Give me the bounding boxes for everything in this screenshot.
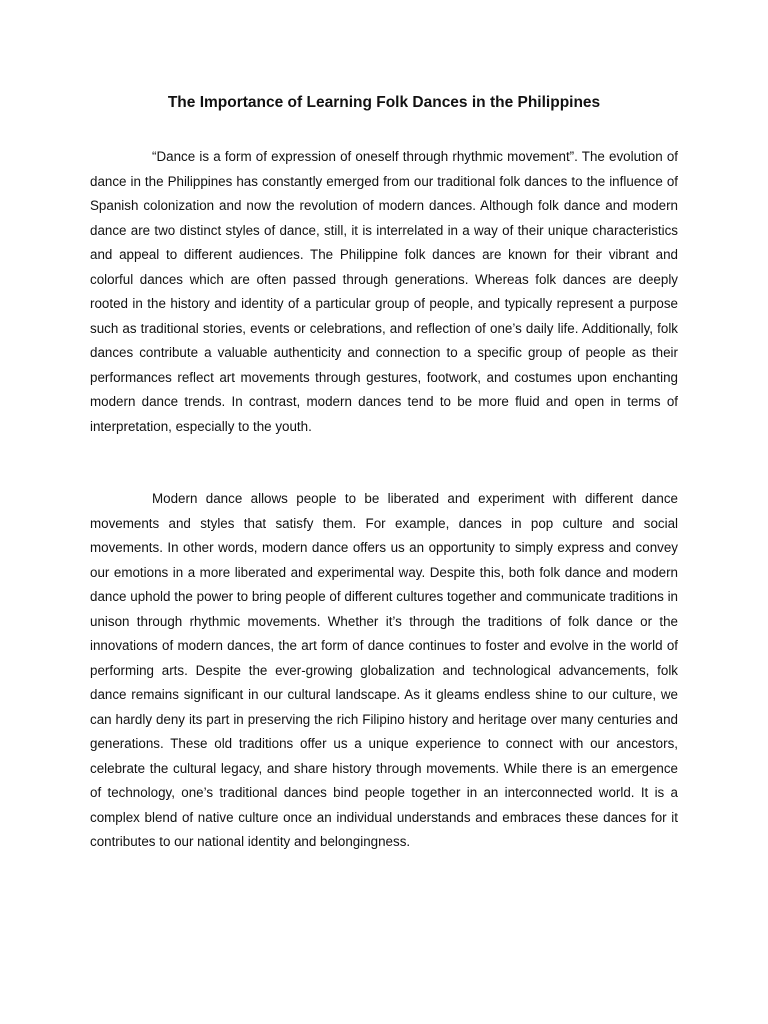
- paragraph-2: Modern dance allows people to be liberated and experiment with different dance movements and styles that satisfy them. For example, dances in pop culture and social movements. In other words, modern dance offers us an opportunity to simply express and convey our emotions in a more liberated and experimental way. Despite this, both folk dance and modern dance uphold the power to bring people of different cultures together and communicate traditions in unison through rhythmic movements. Whether it’s through the traditions of folk dance or the innovations of modern dances, the art form of dance continues to foster and evolve in the world of performing arts. Despite the ever-growing globalization and technological advancements, folk dance remains significant in our cultural landscape. As it gleams endless shine to our culture, we can hardly deny its part in preserving the rich Filipino history and heritage over many centuries and generations. These old traditions offer us a unique experience to connect with our ancestors, celebrate the cultural legacy, and share history through movements. While there is an emergence of technology, one’s traditional dances bind people together in an interconnected world. It is a complex blend of native culture once an individual understands and embraces these dances for it contributes to our national identity and belongingness.: [90, 491, 678, 849]
- paragraph-1: “Dance is a form of expression of oneself through rhythmic movement”. The evolution of dance in the Philippines has constantly emerged from our traditional folk dances to the influence of Spanish colonization and now the revolution of modern dances. Although folk dance and modern dance are two distinct styles of dance, still, it is interrelated in a way of their unique characteristics and appeal to different audiences. The Philippine folk dances are known for their vibrant and colorful dances which are often passed through generations. Whereas folk dances are deeply rooted in the history and identity of a particular group of people, and typically represent a purpose such as traditional stories, events or celebrations, and reflection of one’s daily life. Additionally, folk dances contribute a valuable authenticity and connection to a specific group of people as their performances reflect art movements through gestures, footwork, and costumes upon enchanting modern dance trends. In contrast, modern dances tend to be more fluid and open in terms of interpretation, especially to the youth.: [90, 149, 678, 434]
- document-title: The Importance of Learning Folk Dances in the Philippines: [167, 94, 601, 111]
